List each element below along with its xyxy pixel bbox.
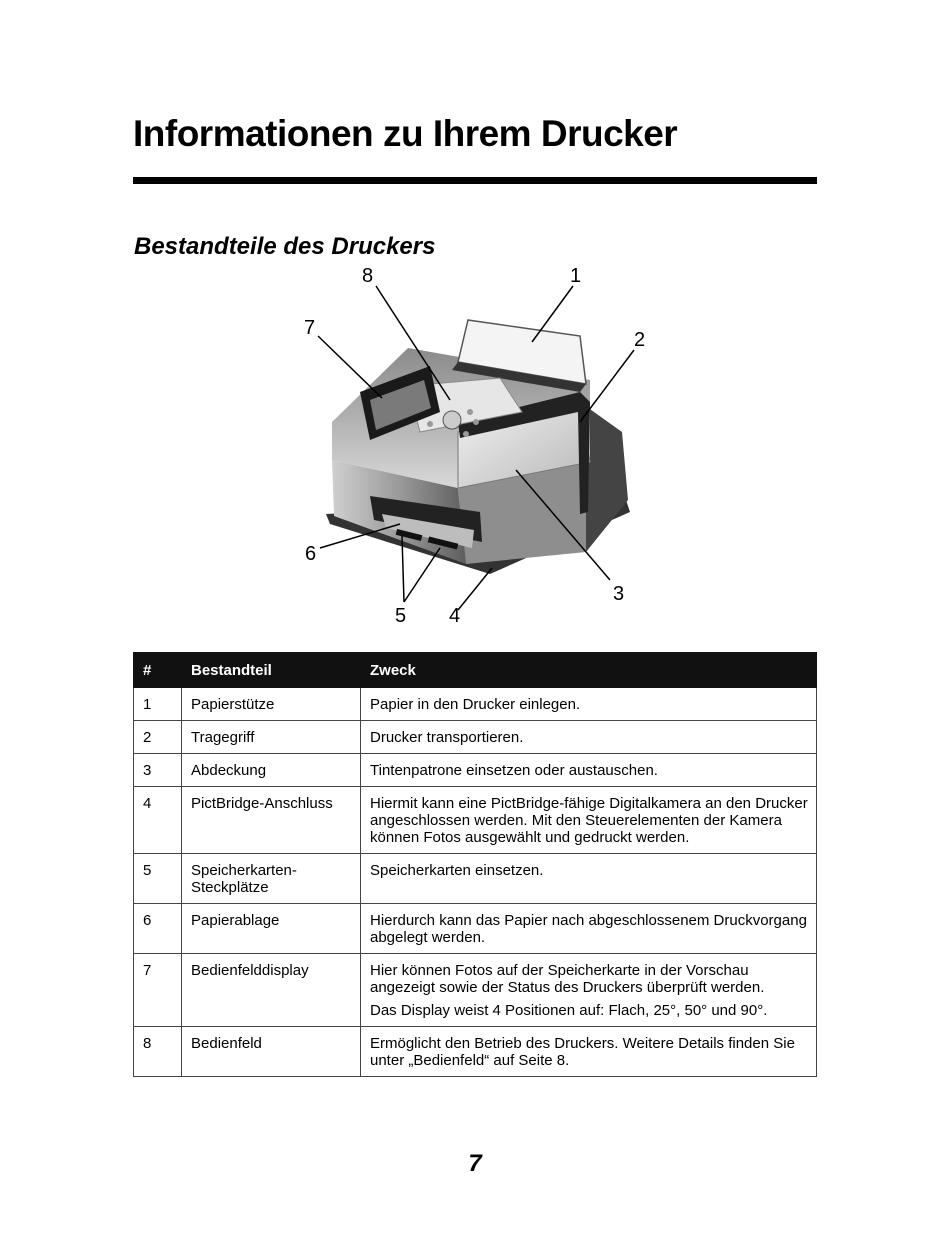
row-part: Tragegriff: [182, 721, 361, 754]
table-row: [134, 787, 817, 854]
page-title: Informationen zu Ihrem Drucker: [133, 113, 678, 154]
header-purpose: Zweck: [361, 653, 817, 688]
panel-button: [427, 421, 433, 427]
row-purpose-main: Hier können Fotos auf der Speicherkarte in der Vorschau angezeigt sowie der Status des Druckers überprüft werden.: [370, 962, 765, 996]
header-number: #: [134, 653, 182, 688]
panel-button: [443, 411, 461, 429]
callout-3: 3: [613, 583, 625, 605]
callout-2: 2: [634, 329, 646, 351]
row-purpose: Hiermit kann eine PictBridge-fähige Digitalkamera an den Drucker angeschlossen werden. Mit den Steuerelementen der Kamera können Fotos ausgewählt und gedruckt werden.: [361, 787, 817, 854]
panel-button: [463, 431, 469, 437]
table-row: [134, 721, 817, 754]
row-number: 8: [134, 1027, 182, 1077]
row-purpose: Drucker transportieren.: [361, 721, 817, 754]
row-part: Papierstütze: [182, 688, 361, 721]
row-purpose: [361, 954, 817, 1027]
row-part: Bedienfelddisplay: [182, 954, 361, 1027]
title-rule: [133, 177, 817, 184]
callout-6: 6: [305, 543, 317, 565]
row-number: 1: [134, 688, 182, 721]
table-row: [134, 688, 817, 721]
row-number: 2: [134, 721, 182, 754]
page-number: 7: [468, 1150, 482, 1177]
row-part: Abdeckung: [182, 754, 361, 787]
table-row: [134, 954, 817, 1027]
row-number: 3: [134, 754, 182, 787]
callout-1: 1: [570, 265, 582, 287]
table-row: [134, 1027, 817, 1077]
row-number: 6: [134, 904, 182, 954]
callout-8: 8: [362, 265, 374, 287]
callout-7: 7: [304, 317, 316, 339]
row-number: 4: [134, 787, 182, 854]
row-purpose: Papier in den Drucker einlegen.: [361, 688, 817, 721]
row-number: 7: [134, 954, 182, 1027]
row-part: Speicherkarten-Steckplätze: [182, 854, 361, 904]
section-title: Bestandteile des Druckers: [134, 233, 436, 260]
table-row: [134, 754, 817, 787]
header-part: Bestandteil: [182, 653, 361, 688]
printer-figure: [290, 262, 670, 632]
table-header-row: [134, 653, 817, 688]
parts-table: [133, 652, 817, 1077]
panel-button: [473, 419, 479, 425]
callout-4: 4: [449, 605, 461, 627]
row-purpose: Speicherkarten einsetzen.: [361, 854, 817, 904]
callout-5: 5: [395, 605, 407, 627]
panel-button: [467, 409, 473, 415]
printer-illustration: [290, 262, 670, 632]
row-purpose-extra: Das Display weist 4 Positionen auf: Flach, 25°, 50° und 90°.: [370, 1002, 768, 1019]
row-part: PictBridge-Anschluss: [182, 787, 361, 854]
row-purpose: Tintenpatrone einsetzen oder austauschen.: [361, 754, 817, 787]
table-row: [134, 904, 817, 954]
row-part: Papierablage: [182, 904, 361, 954]
row-part: Bedienfeld: [182, 1027, 361, 1077]
table-row: [134, 854, 817, 904]
row-purpose: Ermöglicht den Betrieb des Druckers. Weitere Details finden Sie unter „Bedienfeld“ auf Seite 8.: [361, 1027, 817, 1077]
row-purpose: Hierdurch kann das Papier nach abgeschlossenem Druckvorgang abgelegt werden.: [361, 904, 817, 954]
row-number: 5: [134, 854, 182, 904]
